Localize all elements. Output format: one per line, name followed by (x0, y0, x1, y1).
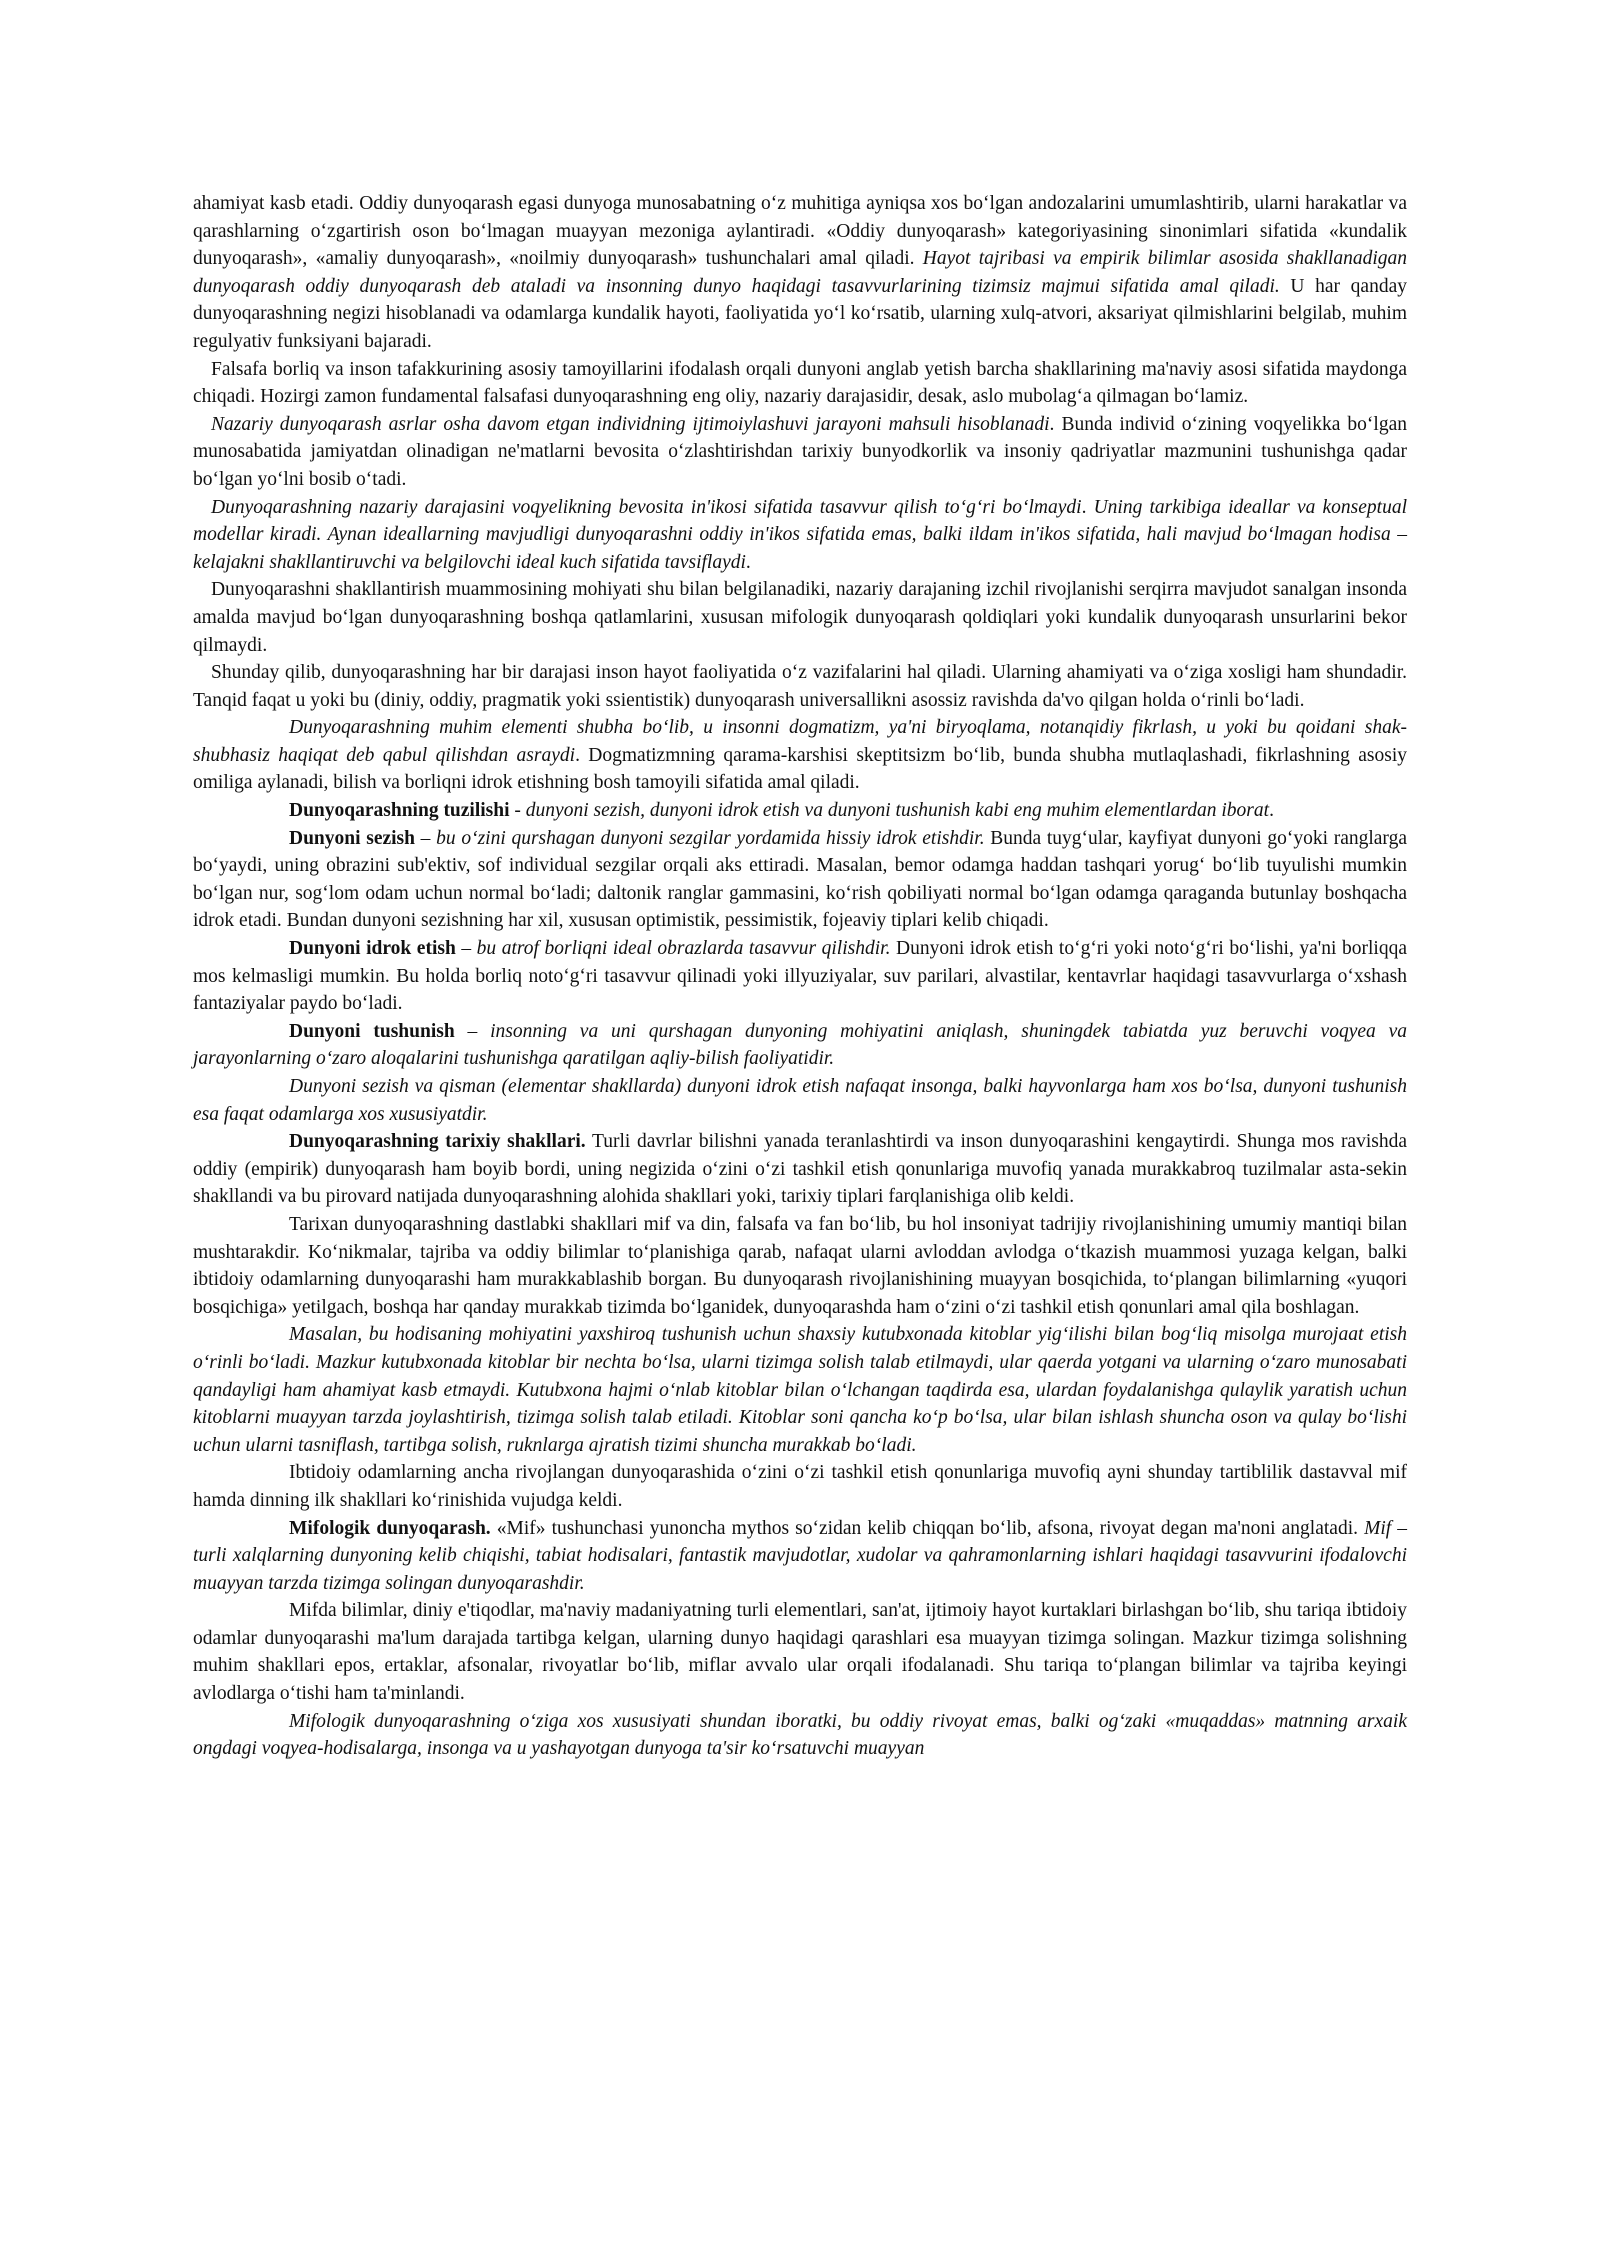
body-text: Falsafa borliq va inson tafakkurining asosiy tamoyillarini ifodalash orqali dunyoni anglab yetish barcha shakllarining ma'naviy asosi sifatida maydonga chiqadi. Hozirgi zamon fundamental falsafasi dunyoqarashning eng oliy, nazariy darajasidir, desak, aslo mubolagʻa qilmagan boʻlamiz. (193, 358, 1407, 408)
body-text: Shunday qilib, dunyoqarashning har bir darajasi inson hayot faoliyatida oʻz vazifalarini hal qiladi. Ularning ahamiyati va oʻziga xosligi ham shundadir. Tanqid faqat u yoki bu (diniy, oddiy, pragmatik yoki ssientistik) dunyoqarash universallikni asossiz ravishda da'vo qilgan holda oʻrinli boʻladi. (193, 662, 1407, 711)
document-page (193, 190, 1407, 1763)
paragraph (193, 1128, 1407, 1211)
italic-text: Nazariy dunyoqarash asrlar osha davom etgan individning ijtimoiylashuvi jarayoni mahsuli hisoblanadi (211, 413, 1050, 435)
body-text: . Dogmatizmning qarama-karshisi skeptitsizm boʻlib, bunda shubha mutlaqlashadi, fikrlashning asosiy omiliga aylanadi, bilish va borliqni idrok etishning bosh tamoyili sifatida amal qiladi. (193, 744, 1407, 794)
body-text: . Bunda individ oʻzining voqyelikka boʻlgan munosabatida jamiyatdan olinadigan ne'matlarni bevosita oʻzlashtirishdan tarixiy bunyodkorlik va insoniy qadriyatlar mazmunini tushunishga qadar boʻlgan yoʻlni bosib oʻtadi. (193, 413, 1407, 490)
italic-text: dunyoni sezish, dunyoni idrok etish va dunyoni tushunish kabi eng muhim elementlardan iborat (525, 800, 1270, 822)
italic-text: bu atrof borliqni ideal obrazlarda tasavvur qilishdir. (476, 938, 891, 960)
italic-text: Dunyoni sezish va qisman (elementar shakllarda) dunyoni idrok etish nafaqat insonga, balki hayvonlarga ham xos boʻlsa, dunyoni tushunish esa faqat odamlarga xos xususiyatdir. (193, 1076, 1407, 1125)
body-text: – (414, 827, 437, 849)
paragraph (193, 797, 1407, 825)
body-text: - (509, 800, 526, 822)
italic-text: Mif –turli xalqlarning dunyoning kelib chiqishi, tabiat hodisalari, fantastik mavjudotlar, xudolar va qahramonlarning ishlari haqidagi tasavvurini ifodalovchi muayyan tarzda tizimga solingan dunyoqarashdir. (193, 1517, 1407, 1594)
paragraph (193, 935, 1407, 1018)
body-text: – (455, 938, 477, 960)
body-text: . (1081, 496, 1094, 518)
paragraph (193, 1211, 1407, 1321)
paragraph (193, 1597, 1407, 1707)
paragraph (193, 825, 1407, 935)
italic-text: Masalan, bu hodisaning mohiyatini yaxshiroq tushunish uchun shaxsiy kutubxonada kitoblar yigʻilishi bilan bogʻliq misolga murojaat etish oʻrinli boʻladi. Mazkur kutubxonada kitoblar bir nechta boʻlsa, ularni tizimga solish talab etilmaydi, ular qaerda yotgani va ularning oʻzaro munosabati qandayligi ham ahamiyat kasb etmaydi. Kutubxona hajmi oʻnlab kitoblar bilan oʻlchangan taqdirda esa, ulardan foydalanishga qulaylik yaratish uchun kitoblarni muayyan tarzda joylashtirish, tizimga solish talab etiladi. Kitoblar soni qancha koʻp boʻlsa, ular bilan ishlash shuncha oson va qulay boʻlishi uchun ularni tasniflash, tartibga solish, ruknlarga ajratish tizimi shuncha murakkab boʻladi. (193, 1324, 1407, 1456)
paragraph (193, 411, 1407, 494)
paragraph (193, 356, 1407, 411)
italic-text: bu oʻzini qurshagan dunyoni sezgilar yordamida hissiy idrok etishdir. (436, 827, 985, 849)
italic-text: Uning tarkibiga ideallar va konseptual modellar kiradi. Aynan ideallarning mavjudligi dunyoqarashni oddiy in'ikos sifatida emas, balki ildam in'ikos sifatida, hali mavjud boʻlmagan hodisa – kelajakni shakllantiruvchi va belgilovchi ideal kuch sifatida tavsiflaydi (193, 496, 1407, 573)
italic-text: Mifologik dunyoqarashning oʻziga xos xususiyati shundan iboratki, bu oddiy rivoyat emas, balki ogʻzaki «muqaddas» matnning arxaik ongdagi voqyea-hodisalarga, insonga va u yashayotgan dunyoga ta'sir koʻrsatuvchi muayyan (193, 1710, 1407, 1760)
paragraph (193, 1018, 1407, 1073)
paragraph (193, 1073, 1407, 1128)
paragraph (193, 659, 1407, 714)
body-text: ahamiyat kasb etadi. Oddiy dunyoqarash egasi dunyoga munosabatning oʻz muhitiga ayniqsa xos boʻlgan andozalarini umumlashtirib, ularni harakatlar va qarashlarning oʻzgartirish oson boʻlmagan muayyan mezoniga aylantiradi. «Oddiy dunyoqarash» kategoriyasining sinonimlari sifatida «kundalik dunyoqarash», «amaliy dunyoqarash», «noilmiy dunyoqarash» tushunchalari amal qiladi. (193, 193, 1407, 270)
body-text: Dunyoqarashni shakllantirish muammosining mohiyati shu bilan belgilanadiki, nazariy darajaning izchil rivojlanishi serqirra mavjudot sanalgan insonda amalda mavjud boʻlgan dunyoqarashning boshqa qatlamlarini, xususan mifologik dunyoqarash qoldiqlari yoki kundalik dunyoqarash unsurlarini bekor qilmaydi. (193, 579, 1407, 656)
body-text: Bunda tuygʻular, kayfiyat dunyoni goʻyoki ranglarga boʻyaydi, uning obrazini sub'ektiv, sof individual sezgilar orqali aks ettiradi. Masalan, bemor odamga haddan tashqari yorugʻ boʻlib tuyulishi mumkin boʻlgan nur, sogʻlom odam uchun normal boʻladi; daltonik ranglar gammasini, koʻrish qobiliyati normal boʻlgan odamga qaraganda butunlay boshqacha idrok etadi. Bundan dunyoni sezishning har xil, xususan optimistik, pessimistik, fojeaviy tiplari kelib chiqadi. (193, 827, 1407, 932)
body-text: . (1269, 800, 1274, 822)
paragraph (193, 714, 1407, 797)
paragraph (193, 1459, 1407, 1514)
italic-text: insonning va uni qurshagan dunyoning mohiyatini aniqlash, shuningdek tabiatda yuz beruvchi voqyea va jarayonlarning oʻzaro aloqalarini tushunishga qaratilgan aqliy-bilish faoliyatidir. (193, 1020, 1407, 1070)
paragraph (193, 494, 1407, 577)
body-text: Turli davrlar bilishni yanada teranlashtirdi va inson dunyoqarashini kengaytirdi. Shunga mos ravishda oddiy (empirik) dunyoqarash ham boyib bordi, uning negizida oʻzini oʻzi tashkil etish qonunlariga muvofiq yanada murakkabroq tuzilmalar asta-sekin shakllandi va bu pirovard natijada dunyoqarashning alohida shakllari yoki, tarixiy tiplari farqlanishiga olib keldi. (193, 1131, 1407, 1208)
paragraph (193, 1515, 1407, 1598)
paragraph (193, 576, 1407, 659)
bold-heading-text: Mifologik dunyoqarash. (289, 1517, 491, 1539)
bold-heading-text: Dunyoni idrok etish (289, 938, 456, 960)
paragraph (193, 1708, 1407, 1763)
italic-text: Hayot tajribasi va empirik bilimlar asosida shakllanadigan dunyoqarash oddiy dunyoqarash deb ataladi va insonning dunyo haqidagi tasavvurlarining tizimsiz majmui sifatida amal qiladi. (193, 248, 1407, 297)
bold-heading-text: Dunyoni tushunish (289, 1020, 455, 1042)
body-text: «Mif» tushunchasi yunoncha mythos soʻzidan kelib chiqqan boʻlib, afsona, rivoyat degan ma'noni anglatadi. (490, 1517, 1365, 1539)
italic-text: Dunyoqarashning muhim elementi shubha boʻlib, u insonni dogmatizm, ya'ni biryoqlama, notanqidiy fikrlash, u yoki bu qoidani shak-shubhasiz haqiqat deb qabul qilishdan asraydi (193, 717, 1407, 766)
body-text: – (454, 1020, 491, 1042)
italic-text: Dunyoqarashning nazariy darajasini voqyelikning bevosita in'ikosi sifatida tasavvur qilish toʻgʻri boʻlmaydi (211, 496, 1082, 518)
body-text: Tarixan dunyoqarashning dastlabki shakllari mif va din, falsafa va fan boʻlib, bu hol insoniyat tadrijiy rivojlanishining umumiy mantiqi bilan mushtarakdir. Koʻnikmalar, tajriba va oddiy bilimlar toʻplanishiga qarab, nafaqat ularni avloddan avlodga oʻtkazish muammosi yuzaga kelgan, balki ibtidoiy odamlarning dunyoqarashi ham murakkablashib borgan. Bu dunyoqarash rivojlanishining muayyan bosqichida, toʻplangan bilimlarning «yuqori bosqichiga» yetilgach, boshqa har qanday murakkab tizimda boʻlganidek, dunyoqarashda ham oʻzini oʻzi tashkil etish qonunlari amal qila boshlagan. (193, 1213, 1407, 1318)
paragraph (193, 1321, 1407, 1459)
bold-heading-text: Dunyoni sezish (289, 827, 415, 849)
body-text: Dunyoni idrok etish toʻgʻri yoki notoʻgʻri boʻlishi, ya'ni borliqqa mos kelmasligi mumkin. Bu holda borliq notoʻgʻri tasavvur qilinadi yoki illyuziyalar, suv parilari, alvastilar, kentavrlar haqidagi tasavvurlarga oʻxshash fantaziyalar paydo boʻladi. (193, 938, 1407, 1015)
paragraph (193, 190, 1407, 356)
body-text: U har qanday dunyoqarashning negizi hisoblanadi va odamlarga kundalik hayoti, faoliyatida yoʻl koʻrsatib, ularning xulq-atvori, aksariyat qilmishlarini belgilab, muhim regulyativ funksiyani bajaradi. (193, 275, 1407, 352)
bold-heading-text: Dunyoqarashning tarixiy shakllari. (289, 1131, 586, 1153)
bold-heading-text: Dunyoqarashning tuzilishi (289, 800, 510, 822)
body-text: Mifda bilimlar, diniy e'tiqodlar, ma'naviy madaniyatning turli elementlari, san'at, ijtimoiy hayot kurtaklari birlashgan boʻlib, shu tariqa ibtidoiy odamlar dunyoqarashi ma'lum darajada tartibga kelgan, ularning dunyo haqidagi qarashlari esa muayyan tizimga solingan. Mazkur tizimga solishning muhim shakllari epos, ertaklar, afsonalar, rivoyatlar boʻlib, miflar avvalo ular orqali ifodalanadi. Shu tariqa toʻplangan bilimlar va tajriba keyingi avlodlarga oʻtishi ham ta'minlandi. (193, 1600, 1407, 1705)
body-text: Ibtidoiy odamlarning ancha rivojlangan dunyoqarashida oʻzini oʻzi tashkil etish qonunlariga muvofiq ayni shunday tartiblilik dastavval mif hamda dinning ilk shakllari koʻrinishida vujudga keldi. (193, 1462, 1407, 1511)
body-text: . (745, 551, 751, 573)
